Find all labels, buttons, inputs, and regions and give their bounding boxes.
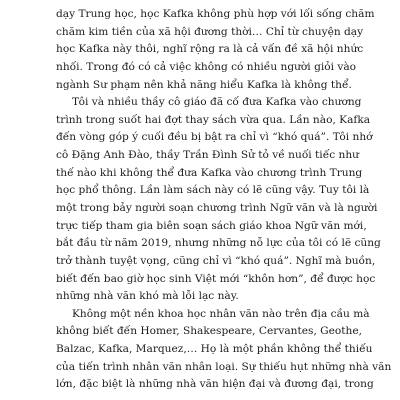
text-line: không biết đến Homer, Shakespeare, Cervantes, Geothe,	[56, 325, 363, 338]
text-line: nhối. Trong đó có cả việc không có nhiều người giỏi vào	[56, 60, 357, 73]
text-line: học Kafka này thôi, nghĩ rộng ra là cả vấn đề xã hội nhức	[56, 43, 364, 56]
text-line: dạy Trung học, học Kafka không phù hợp với lối sống chăm	[56, 8, 375, 20]
text-line: trực tiếp tham gia biên soạn sách giáo khoa Ngữ văn mới,	[56, 219, 367, 232]
text-line: Balzac, Kafka, Marquez,… Họ là một phần không thể thiếu	[56, 343, 373, 356]
text-line: bắt đầu từ năm 2019, nhưng những nỗ lực của tôi có lẽ cũng	[56, 237, 381, 250]
text-line: một trong bảy người soạn chương trình Ngữ văn và là người	[56, 202, 378, 214]
text-line: trở thành tuyệt vọng, cũng chỉ vì “khó quá”. Nghĩ mà buồn,	[56, 254, 376, 267]
text-line: Tôi và nhiều thầy cô giáo đã cố đưa Kafka vào chương	[72, 96, 362, 109]
text-line: lớn, đặc biệt là những nhà văn hiện đại và đương đại, trong	[56, 378, 374, 391]
text-line: trình trong suốt hai đợt thay sách vừa qua. Lần nào, Kafka	[56, 113, 371, 126]
text-line: biết đến bao giờ học sinh Việt mới “khôn hơn”, để được học	[56, 272, 376, 285]
text-line: đến vòng góp ý cuối đều bị bật ra chỉ vì “khó quá”. Tôi nhớ	[56, 131, 373, 144]
text-line: những nhà văn khó mà lỗi lạc này.	[56, 290, 239, 303]
text-line: của tiến trình nhân văn nhân loại. Sự thiếu hụt những nhà văn	[56, 360, 392, 373]
text-line: Không một nền khoa học nhân văn nào trên địa cầu mà	[72, 307, 370, 320]
text-line: chăm kim tiền của xã hội đương thời… Chỉ từ chuyện dạy	[56, 25, 364, 38]
text-line: học phổ thông. Lần làm sách này có lẽ cũng vậy. Tuy tôi là	[56, 184, 370, 197]
text-line: thế nào khi không thể đưa Kafka vào chương trình Trung	[56, 166, 363, 179]
text-line: ngành Sư phạm nên khả năng hiểu Kafka là không thể.	[56, 78, 352, 91]
text-line: cô Đặng Anh Đào, thầy Trần Đình Sử tỏ về nuối tiếc như	[56, 149, 359, 162]
